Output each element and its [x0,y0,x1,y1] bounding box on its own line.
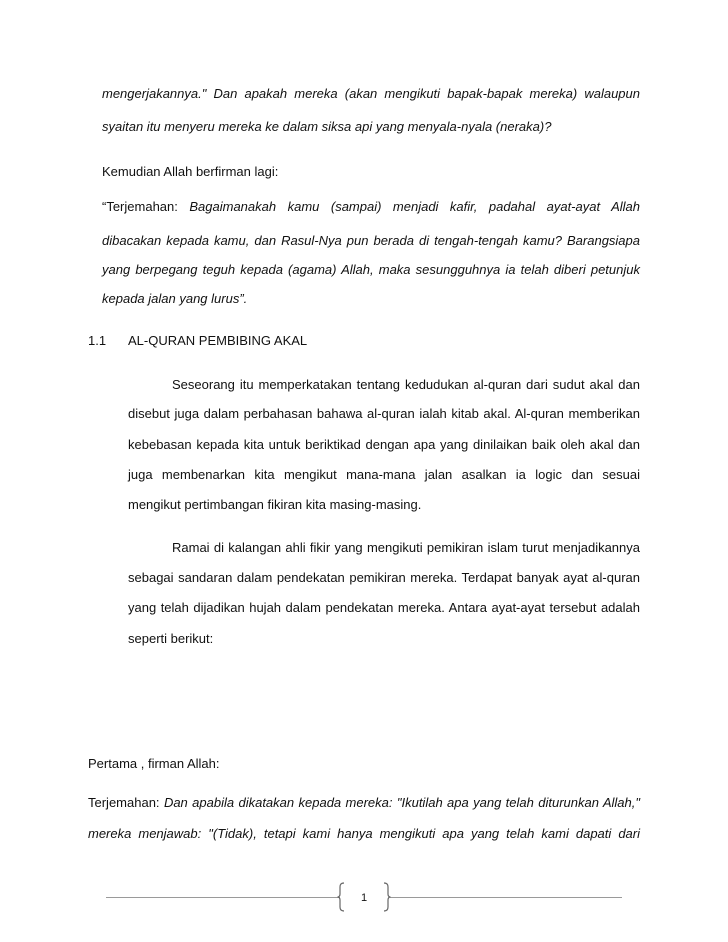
translation-line-2: dibacakan kepada kamu, dan Rasul-Nya pun berada di tengah-tengah kamu? Barangsiapa [102,233,640,248]
section-title: AL-QURAN PEMBIBING AKAL [128,333,308,348]
para2-line-3: yang telah dijadikan hujah dalam pendekatan mereka. Antara ayat-ayat tersebut adalah [128,600,640,615]
para1-line-3: kebebasan kepada kita untuk beriktikad dengan apa yang dinilaikan baik oleh akal dan [128,437,640,452]
last-translation-prefix: Terjemahan: [88,795,160,810]
para1-line-1: Seseorang itu memperkatakan tentang kedudukan al-quran dari sudut akal dan [172,377,640,392]
para2-line-4: seperti berikut: [128,631,214,646]
quote-line-1: mengerjakannya." Dan apakah mereka (akan mengikuti bapak-bapak mereka) walaupun [102,86,640,101]
para1-line-2: disebut juga dalam perbahasan bahawa al-quran ialah kitab akal. Al-quran memberikan [128,406,640,421]
para2-line-1: Ramai di kalangan ahli fikir yang mengikuti pemikiran islam turut menjadikannya [172,540,640,555]
translation-prefix: “Terjemahan: [102,199,178,214]
translation-line-4: kepada jalan yang lurus”. [102,291,248,306]
last-translation-line-2: mereka menjawab: "(Tidak), tetapi kami hanya mengikuti apa yang telah kami dapati dari [88,826,640,841]
translation-line-1-text: Bagaimanakah kamu (sampai) menjadi kafir, padahal ayat-ayat Allah [189,199,640,214]
translation-line-1 [102,199,640,215]
right-brace-icon [383,882,391,912]
quote-line-2: syaitan itu menyeru mereka ke dalam siksa api yang menyala-nyala (neraka)? [102,119,552,134]
last-translation-line-1 [88,795,640,811]
page-number: 1 [360,892,368,904]
para1-line-5: mengikut pertimbangan fikiran kita masing-masing. [128,497,422,512]
footer-rule-right [390,897,622,898]
first-heading: Pertama , firman Allah: [88,756,220,771]
last-translation-line-1-text: Dan apabila dikatakan kepada mereka: "Ikutilah apa yang telah diturunkan Allah," [163,795,640,810]
left-brace-icon [337,882,345,912]
footer-rule-left [106,897,340,898]
para2-line-2: sebagai sandaran dalam pendekatan pemikiran mereka. Terdapat banyak ayat al-quran [128,570,640,585]
allah-says-line: Kemudian Allah berfirman lagi: [102,164,279,179]
para1-line-4: juga membenarkan kita mengikut mana-mana jalan asalkan ia logic dan sesuai [128,467,640,482]
section-number: 1.1 [88,333,107,348]
translation-line-3: yang berpegang teguh kepada (agama) Allah, maka sesungguhnya ia telah diberi petunjuk [102,262,640,277]
